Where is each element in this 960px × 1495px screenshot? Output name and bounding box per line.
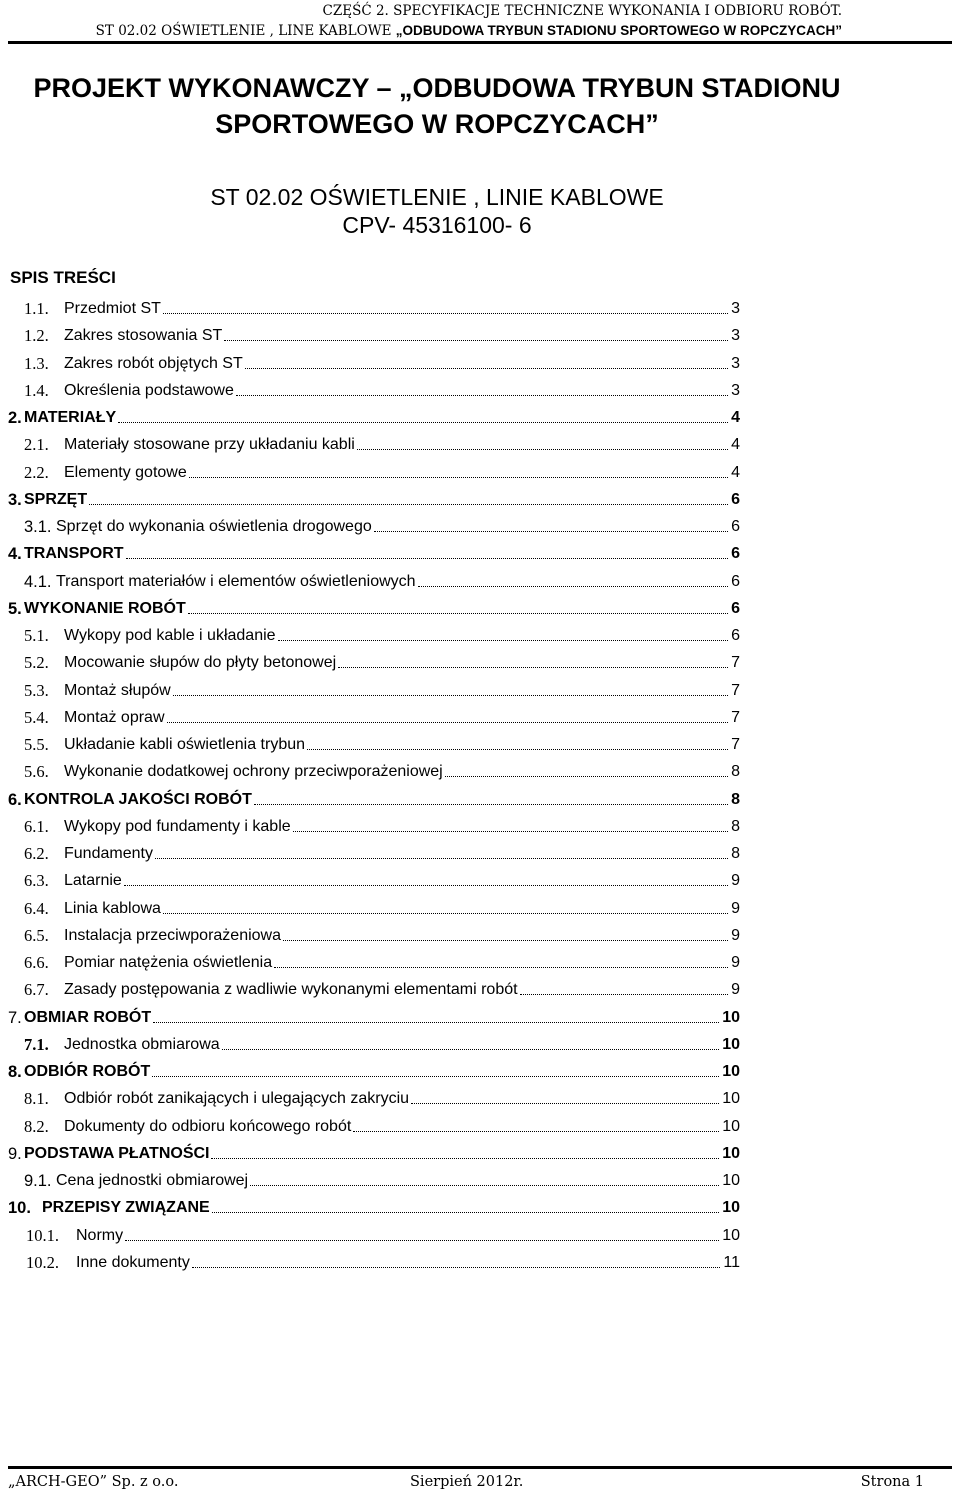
toc-dot-leader (254, 804, 728, 805)
toc-entry[interactable] (24, 566, 740, 592)
toc-entry-number: 1.2. (24, 326, 49, 346)
toc-dot-leader (126, 558, 729, 559)
toc-entry-title: Linia kablowa (64, 899, 161, 917)
toc-entry-title: PRZEPISY ZWIĄZANE (42, 1199, 210, 1217)
toc-entry-number: 8. (8, 1063, 22, 1081)
toc-entry-title: TRANSPORT (24, 545, 124, 563)
toc-entry-title: Mocowanie słupów do płyty betonowej (64, 654, 337, 672)
toc-dot-leader (293, 831, 728, 832)
toc-entry-page: 8 (731, 790, 740, 808)
toc-entry-number: 5.4. (24, 707, 49, 727)
toc-entry[interactable] (8, 1192, 740, 1218)
toc-entry[interactable] (8, 784, 740, 810)
toc-entry-title: MATERIAŁY (24, 409, 117, 426)
toc-entry[interactable] (8, 593, 740, 619)
toc-entry[interactable] (8, 484, 740, 510)
toc-entry-number: 6.5. (24, 925, 49, 945)
toc-entry-title: Odbiór robót zanikających i ulegających zakryciu (64, 1090, 410, 1108)
toc-dot-leader (374, 531, 728, 532)
toc-entry-page: 8 (731, 817, 740, 835)
toc-entry-number: 8.2. (24, 1116, 49, 1136)
footer-company: „ARCH-GEO” Sp. z o.o. (8, 1474, 179, 1490)
toc-entry[interactable] (24, 947, 740, 973)
toc-dot-leader (283, 940, 728, 941)
toc-dot-leader (222, 1049, 720, 1050)
toc-dot-leader (236, 395, 728, 396)
toc-dot-leader (118, 422, 728, 423)
toc-dot-leader (307, 749, 728, 750)
toc-entry-page: 10 (722, 1117, 740, 1135)
toc-entry-page: 6 (731, 490, 740, 508)
toc-entry-number: 7.1. (24, 1034, 49, 1054)
toc-entry-number: 5.6. (24, 762, 49, 782)
toc-dot-leader (152, 1076, 719, 1077)
toc-entry-title: Inne dokumenty (76, 1253, 190, 1271)
toc-entry[interactable] (24, 974, 740, 1000)
toc-entry[interactable] (24, 729, 740, 755)
toc-dot-leader (89, 504, 728, 505)
toc-entry-page: 10 (722, 1172, 740, 1189)
toc-entry-page: 9 (731, 926, 740, 944)
footer-page-number: Strona 1 (860, 1474, 924, 1490)
toc-entry[interactable] (24, 1165, 740, 1191)
title-line-1: PROJEKT WYKONAWCZY – „ODBUDOWA TRYBUN STADIONU (33, 73, 841, 103)
toc-entry-page: 3 (731, 381, 740, 399)
spec-cpv-code: CPV- 45316100- 6 (342, 212, 532, 238)
toc-entry[interactable] (24, 811, 740, 837)
toc-entry[interactable] (8, 1138, 740, 1164)
toc-dot-leader (163, 913, 728, 914)
toc-entry[interactable] (24, 620, 740, 646)
toc-entry[interactable] (24, 1111, 740, 1137)
toc-entry-number: 10.2. (26, 1252, 59, 1272)
toc-entry-number: 6.6. (24, 953, 49, 972)
toc-entry-title: Wykopy pod fundamenty i kable (64, 817, 291, 835)
toc-entry-number: 2.2. (24, 462, 49, 482)
toc-entry-title: Normy (76, 1226, 124, 1244)
page-header (96, 2, 842, 41)
toc-entry-title: Instalacja przeciwporażeniowa (64, 926, 281, 944)
toc-entry-title: Zakres stosowania ST (64, 327, 223, 345)
toc-entry-number: 6.1. (24, 816, 49, 836)
toc-entry-number: 1.1. (24, 299, 49, 318)
toc-entry-page: 4 (731, 436, 740, 454)
toc-dot-leader (192, 1267, 721, 1268)
toc-entry-page: 10 (722, 1199, 740, 1217)
toc-entry[interactable] (24, 1029, 740, 1055)
toc-entry-number: 5.3. (24, 680, 49, 700)
toc-entry[interactable] (24, 320, 740, 346)
toc-entry-page: 7 (731, 654, 740, 672)
toc-dot-leader (188, 613, 728, 614)
toc-entry-page: 10 (722, 1008, 740, 1026)
header-line-2-project: „ODBUDOWA TRYBUN STADIONU SPORTOWEGO W ROPCZYCACH” (395, 23, 842, 38)
toc-entry[interactable] (24, 838, 740, 864)
toc-entry-title: Fundamenty (64, 845, 153, 862)
toc-entry-title: OBMIAR ROBÓT (24, 1008, 152, 1026)
toc-entry-page: 7 (731, 708, 740, 726)
toc-entry-page: 10 (722, 1144, 740, 1162)
toc-entry[interactable] (8, 538, 740, 564)
header-divider (8, 41, 952, 44)
toc-entry-number: 4.1. (24, 572, 52, 591)
toc-entry-page: 8 (731, 763, 740, 781)
toc-entry-page: 9 (731, 954, 740, 971)
toc-entry[interactable] (8, 402, 740, 428)
toc-entry-page: 3 (731, 327, 740, 345)
toc-dot-leader (212, 1212, 719, 1213)
toc-entry[interactable] (24, 675, 740, 701)
toc-entry-number: 2. (8, 409, 22, 427)
toc-entry-page: 6 (731, 599, 740, 617)
toc-dot-leader (167, 722, 729, 723)
toc-entry-page: 11 (723, 1253, 740, 1271)
toc-entry-title: PODSTAWA PŁATNOŚCI (24, 1144, 210, 1162)
toc-entry-title: Wykopy pod kable i układanie (64, 627, 276, 644)
toc-entry[interactable] (26, 1247, 740, 1273)
toc-entry-number: 8.1. (24, 1089, 49, 1109)
toc-entry-number: 1.3. (24, 353, 49, 373)
toc-entry-page: 3 (731, 354, 740, 372)
toc-heading: SPIS TREŚCI (10, 268, 116, 287)
toc-dot-leader (445, 776, 728, 777)
toc-entry-title: WYKONANIE ROBÓT (24, 599, 186, 617)
toc-entry[interactable] (26, 1220, 740, 1246)
toc-dot-leader (411, 1103, 719, 1104)
toc-entry-page: 10 (722, 1090, 740, 1108)
toc-dot-leader (211, 1158, 719, 1159)
header-line-2 (96, 21, 842, 41)
toc-entry-title: Transport materiałów i elementów oświetleniowych (56, 572, 416, 590)
spec-line-1: ST 02.02 OŚWIETLENIE , LINIE KABLOWE (210, 184, 664, 210)
toc-entry-page: 10 (722, 1063, 740, 1080)
toc-entry[interactable] (24, 1083, 740, 1109)
toc-entry-title: Cena jednostki obmiarowej (56, 1172, 249, 1189)
toc-entry-title: Sprzęt do wykonania oświetlenia drogowego (56, 518, 372, 535)
toc-entry-number: 2.1. (24, 435, 49, 455)
toc-dot-leader (274, 967, 728, 968)
toc-entry-number: 6.4. (24, 898, 49, 918)
toc-dot-leader (124, 885, 728, 886)
toc-entry-page: 8 (731, 845, 740, 862)
toc-entry-title: Jednostka obmiarowa (64, 1035, 220, 1053)
toc-entry-number: 9.1. (24, 1172, 52, 1190)
title-line-2: SPORTOWEGO W ROPCZYCACH” (215, 109, 659, 139)
toc-entry-page: 6 (731, 572, 740, 590)
toc-entry-title: Zasady postępowania z wadliwie wykonanymi elementami robót (64, 981, 518, 999)
toc-entry-title: Latarnie (64, 872, 122, 890)
toc-dot-leader (353, 1131, 719, 1132)
toc-dot-leader (245, 368, 728, 369)
spec-heading (0, 183, 874, 239)
toc-entry-page: 7 (731, 736, 740, 753)
toc-dot-leader (278, 640, 729, 641)
toc-entry-title: KONTROLA JAKOŚCI ROBÓT (24, 790, 252, 808)
toc-entry[interactable] (24, 375, 740, 401)
toc-entry-page: 6 (731, 627, 740, 644)
toc-entry-title: Elementy gotowe (64, 463, 187, 481)
toc-dot-leader (520, 994, 729, 995)
header-line-1: CZĘŚĆ 2. SPECYFIKACJE TECHNICZNE WYKONANIA I ODBIORU ROBÓT. (322, 3, 842, 19)
toc-entry[interactable] (24, 702, 740, 728)
toc-entry-title: Zakres robót objętych ST (64, 354, 243, 372)
toc-entry-number: 10.1. (26, 1225, 59, 1245)
toc-entry-number: 10. (8, 1199, 31, 1218)
toc-entry[interactable] (24, 865, 740, 891)
toc-entry-number: 7. (8, 1008, 22, 1027)
toc-entry-page: 4 (731, 463, 740, 481)
toc-entry-page: 3 (731, 300, 740, 317)
toc-entry-number: 6.3. (24, 871, 49, 891)
toc-entry[interactable] (24, 293, 740, 319)
toc-dot-leader (155, 858, 728, 859)
toc-entry-number: 3.1. (24, 518, 52, 536)
toc-dot-leader (153, 1022, 719, 1023)
toc-entry[interactable] (24, 893, 740, 919)
toc-entry[interactable] (24, 457, 740, 483)
toc-entry-title: Określenia podstawowe (64, 381, 234, 399)
toc-entry-page: 6 (731, 518, 740, 535)
toc-entry-title: Przedmiot ST (64, 300, 161, 317)
toc-dot-leader (189, 477, 728, 478)
document-title (0, 70, 874, 142)
toc-entry-number: 5.2. (24, 653, 49, 673)
toc-entry-page: 7 (731, 681, 740, 699)
toc-dot-leader (173, 695, 728, 696)
header-line-2-prefix: ST 02.02 OŚWIETLENIE , LINE KABLOWE (95, 23, 396, 39)
toc-dot-leader (338, 667, 728, 668)
toc-dot-leader (418, 586, 729, 587)
toc-entry[interactable] (24, 920, 740, 946)
toc-entry-page: 6 (731, 545, 740, 563)
toc-entry-title: Montaż słupów (64, 681, 171, 699)
toc-dot-leader (163, 313, 728, 314)
toc-entry[interactable] (24, 756, 740, 782)
toc-dot-leader (125, 1240, 719, 1241)
toc-entry[interactable] (24, 348, 740, 374)
toc-entry[interactable] (24, 647, 740, 673)
toc-entry-title: Pomiar natężenia oświetlenia (64, 954, 273, 971)
toc-entry-number: 6.7. (24, 980, 49, 1000)
toc-entry-number: 3. (8, 490, 22, 509)
toc-entry-number: 9. (8, 1144, 22, 1163)
toc-entry-title: ODBIÓR ROBÓT (24, 1063, 151, 1080)
toc-entry-page: 9 (731, 899, 740, 917)
toc-entry-page: 10 (722, 1226, 740, 1244)
toc-dot-leader (224, 340, 728, 341)
toc-entry-number: 5. (8, 599, 22, 618)
toc-dot-leader (357, 449, 728, 450)
toc-entry[interactable] (24, 511, 740, 537)
toc-entry-page: 9 (731, 872, 740, 890)
toc-entry-title: Wykonanie dodatkowej ochrony przeciwporażeniowej (64, 763, 443, 781)
toc-entry-title: SPRZĘT (24, 490, 88, 508)
toc-entry-page: 10 (722, 1035, 740, 1053)
toc-entry-number: 6.2. (24, 844, 49, 863)
footer-divider (8, 1466, 952, 1469)
toc-entry[interactable] (24, 429, 740, 455)
toc-entry-number: 4. (8, 545, 22, 564)
toc-entry[interactable] (8, 1002, 740, 1028)
toc-entry-number: 5.1. (24, 626, 49, 645)
toc-entry-page: 9 (731, 981, 740, 999)
toc-entry-title: Dokumenty do odbioru końcowego robót (64, 1117, 352, 1135)
toc-entry-title: Materiały stosowane przy układaniu kabli (64, 436, 355, 454)
toc-entry-title: Montaż opraw (64, 708, 165, 726)
toc-dot-leader (250, 1185, 719, 1186)
toc-entry-number: 5.5. (24, 735, 49, 754)
toc-entry-title: Układanie kabli oświetlenia trybun (64, 736, 306, 753)
toc-entry[interactable] (8, 1056, 740, 1082)
toc-entry-page: 4 (731, 409, 740, 426)
toc-entry-number: 1.4. (24, 380, 49, 400)
footer-date: Sierpień 2012r. (410, 1474, 524, 1490)
toc-entry-number: 6. (8, 790, 22, 809)
